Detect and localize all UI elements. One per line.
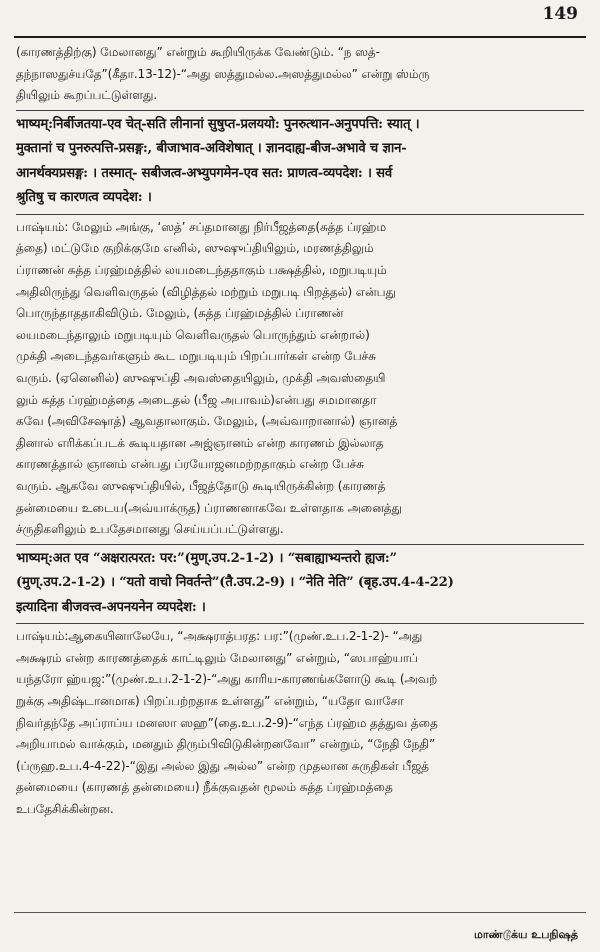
text-line: உபதேசிக்கின்றன.: [16, 801, 114, 816]
sanskrit-bhashya-paragraph: [16, 113, 584, 211]
text-line: मुक्तानां च पुनरुत्पत्ति-प्रसङ्ग:, बीजाभाव-अविशेषात् । ज्ञानदाह्य-बीज-अभावे च ज्ञान-: [16, 141, 407, 157]
section-divider: [16, 544, 584, 545]
text-line: லும் சுத்த ப்ரஹ்மத்தை அடைதல் (பீஜ அபாவம்)என்பது சமமானதா: [16, 392, 377, 407]
text-line: கவே (அவிசேஷாத்) ஆவதாலாகும். மேலும், (அவ்வாறானால்) ஞானத்: [16, 414, 398, 429]
text-line: பாஷ்யம்:ஆகையினாலேயே, “அக்ஷராத்பரத: பர:”(முண்.உப.2-1-2)- “அது: [16, 629, 423, 644]
text-line: भाष्यम्:निर्बीजतया-एव चेत्-सति लीनानां सुषुप्त-प्रलययो: पुनरुत्थान-अनुपपत्ति: स्यात् ।: [16, 116, 420, 132]
text-line: इत्यादिना बीजवत्त्व-अपनयनेन व्यपदेश: ।: [16, 599, 206, 615]
text-line: भाष्यम्:अत एव “अक्षरात्परत: पर:”(मुण्.उप.2-1-2) । “सबाह्याभ्यन्तरो ह्यज:”: [16, 550, 397, 566]
text-line: யந்தரோ ஹ்யஜ:”(முண்.உப.2-1-2)-“அது காரிய-காரணங்களோடு கூடி (அவற்: [16, 672, 438, 687]
section-divider: [16, 214, 584, 215]
text-line: தந்நாஸதுச்யதே”(கீதா.13-12)-“அது ஸத்துமல்ல.அஸத்துமல்ல” என்று ஸ்ம்ரு: [16, 66, 430, 81]
text-line: லயமடைந்தாலும் மறுபடியும் வெளிவருதல் பொருந்தும் என்றால்): [16, 327, 370, 342]
section-divider: [16, 110, 584, 111]
text-line: வரும். ஆகவே ஸுஷுப்தியில், பீஜத்தோடு கூடியிருக்கின்ற (காரணத்: [16, 478, 386, 493]
page-body: [16, 42, 584, 821]
text-line: ச்ருதிகளிலும் உபதேசமானது செய்யப்பட்டுள்ளது.: [16, 522, 284, 537]
tamil-commentary-paragraph: [16, 42, 584, 107]
text-line: அக்ஷரம் என்ற காரணத்தைக் காட்டிலும் மேலானது” என்றும், “ஸபாஹ்யாப்: [16, 650, 418, 665]
text-line: காரணத்தால் ஞானம் என்பது ப்ரயோஜனமற்றதாகும் என்ற பேச்சு: [16, 457, 364, 472]
text-line: தன்மையை (காரணத் தன்மையை) நீக்குவதன் மூலம் சுத்த ப்ரஹ்மத்தை: [16, 780, 393, 795]
text-line: आनर्थक्यप्रसङ्ग: । तस्मात्- सबीजत्व-अभ्युपगमेन-एव सत: प्राणत्व-व्यपदेश: । सर्व: [16, 165, 392, 181]
header-rule: [14, 36, 586, 38]
text-line: ப்ராணன் சுத்த ப்ரஹ்மத்தில் லயமடைந்ததாகும் பக்ஷத்தில், மறுபடியும்: [16, 262, 387, 277]
tamil-commentary-paragraph: [16, 217, 584, 541]
tamil-commentary-paragraph: [16, 626, 584, 820]
text-line: (காரணத்திற்கு) மேலானது” என்றும் கூறியிருக்க வேண்டும். “ந ஸத்-: [16, 45, 380, 59]
text-line: श्रुतिषु च कारणत्व व्यपदेश: ।: [16, 190, 152, 206]
text-line: பாஷ்யம்: மேலும் அங்கு, ‘ஸத்’ சப்தமானது நிர்பீஜத்தை(சுத்த ப்ரஹ்ம: [16, 219, 387, 234]
text-line: த்தை) மட்டுமே குறிக்குமே எனில், ஸுஷுப்தியிலும், மரணத்திலும்: [16, 241, 374, 256]
text-line: தன்மையை உடைய(அவ்யாக்ருத) ப்ராணனாகவே உள்ளதாக அனைத்து: [16, 500, 402, 515]
text-line: அதிலிருந்து வெளிவருதல் (விழித்தல் மற்றும் மறுபடி பிறத்தல்) என்பது: [16, 284, 396, 299]
page-number: 149: [542, 4, 578, 24]
text-line: வரும். (ஏனெனில்) ஸுஷுப்தி அவஸ்தையிலும், முக்தி அவஸ்தையி: [16, 370, 386, 385]
text-line: (मुण्.उप.2-1-2) । “यतो वाचो निवर्तन्ते”(तै.उप.2-9) । “नेति नेति” (बृह.उप.4-4-22): [16, 575, 454, 591]
text-line: றுக்கு அதிஷ்டானமாக) பிறப்பற்றதாக உள்ளது” என்றும், “யதோ வாசோ: [16, 693, 404, 708]
text-line: அறியாமல் வாக்கும், மனதும் திரும்பிவிடுகின்றனவோ” என்றும், “நேதி நேதி”: [16, 737, 436, 752]
section-divider: [16, 623, 584, 624]
footer-book-title: மாண்டூக்ய உபநிஷத்: [473, 928, 578, 941]
text-line: நிவர்தந்தே அப்ராப்ய மனஸா ஸஹ”(தை.உப.2-9)-“எந்த ப்ரஹ்ம தத்துவ த்தை: [16, 715, 438, 730]
text-line: தினால் எரிக்கப்படக் கூடியதான அஜ்ஞானம் என்ற காரணம் இல்லாத: [16, 435, 384, 450]
text-line: (ப்ருஹ.உப.4-4-22)-“இது அல்ல இது அல்ல” என்ற முதலான சுருதிகள் பீஜத்: [16, 758, 429, 773]
text-line: பொருந்தாததாகிவிடும். மேலும், (சுத்த ப்ரஹ்மத்தில் ப்ராணன்: [16, 306, 344, 321]
footer-rule: [14, 912, 586, 913]
sanskrit-bhashya-paragraph: [16, 547, 584, 621]
text-line: முக்தி அடைந்தவர்களும் கூட மறுபடியும் பிறப்பார்கள் என்ற பேச்சு: [16, 349, 376, 364]
text-line: தியிலும் கூறப்பட்டுள்ளது.: [16, 88, 158, 103]
